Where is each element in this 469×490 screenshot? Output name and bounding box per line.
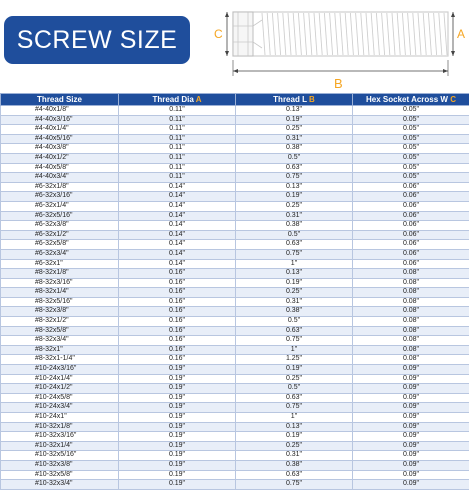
cell-hex-socket: 0.06" [353, 211, 469, 221]
cell-thread-size: #10-24x3/4" [1, 403, 119, 413]
cell-thread-l: 1" [236, 413, 353, 423]
cell-thread-size: #6-32x3/4" [1, 249, 119, 259]
table-row [1, 336, 469, 346]
cell-thread-dia: 0.14" [119, 192, 236, 202]
cell-thread-size: #10-32x1/8" [1, 422, 119, 432]
cell-thread-dia: 0.14" [119, 230, 236, 240]
label-c: C [214, 27, 223, 41]
cell-hex-socket: 0.05" [353, 153, 469, 163]
table-row [1, 106, 469, 116]
table-row [1, 441, 469, 451]
cell-thread-dia: 0.19" [119, 441, 236, 451]
cell-thread-l: 0.25" [236, 125, 353, 135]
table-row [1, 403, 469, 413]
table-row [1, 201, 469, 211]
cell-thread-size: #4-40x3/8" [1, 144, 119, 154]
table-row [1, 422, 469, 432]
table-row [1, 211, 469, 221]
cell-thread-dia: 0.14" [119, 249, 236, 259]
cell-hex-socket: 0.09" [353, 384, 469, 394]
cell-hex-socket: 0.08" [353, 326, 469, 336]
cell-hex-socket: 0.09" [353, 365, 469, 375]
cell-thread-dia: 0.16" [119, 307, 236, 317]
header-thread-dia: Thread Dia A [119, 94, 236, 106]
table-row [1, 173, 469, 183]
cell-thread-l: 0.19" [236, 278, 353, 288]
cell-thread-dia: 0.14" [119, 221, 236, 231]
cell-thread-size: #6-32x5/16" [1, 211, 119, 221]
cell-thread-dia: 0.14" [119, 240, 236, 250]
cell-thread-l: 1.25" [236, 355, 353, 365]
label-b: B [334, 76, 343, 91]
cell-thread-l: 0.63" [236, 470, 353, 480]
cell-thread-size: #10-32x3/4" [1, 480, 119, 490]
cell-thread-l: 0.75" [236, 403, 353, 413]
header-thread-size: Thread Size [1, 94, 119, 106]
table-row [1, 413, 469, 423]
cell-thread-dia: 0.16" [119, 297, 236, 307]
cell-thread-l: 0.5" [236, 384, 353, 394]
cell-hex-socket: 0.05" [353, 173, 469, 183]
cell-thread-dia: 0.14" [119, 259, 236, 269]
cell-hex-socket: 0.05" [353, 163, 469, 173]
cell-thread-dia: 0.19" [119, 480, 236, 490]
table-row [1, 249, 469, 259]
cell-thread-size: #4-40x3/4" [1, 173, 119, 183]
cell-thread-size: #8-32x3/8" [1, 307, 119, 317]
cell-thread-dia: 0.11" [119, 173, 236, 183]
cell-thread-l: 0.63" [236, 326, 353, 336]
cell-thread-l: 0.5" [236, 230, 353, 240]
cell-hex-socket: 0.06" [353, 249, 469, 259]
cell-hex-socket: 0.09" [353, 403, 469, 413]
cell-thread-l: 0.13" [236, 106, 353, 116]
table-row [1, 432, 469, 442]
cell-hex-socket: 0.06" [353, 192, 469, 202]
cell-hex-socket: 0.09" [353, 480, 469, 490]
cell-thread-size: #8-32x1" [1, 345, 119, 355]
cell-hex-socket: 0.09" [353, 451, 469, 461]
cell-thread-dia: 0.19" [119, 451, 236, 461]
cell-thread-size: #6-32x1/2" [1, 230, 119, 240]
table-row [1, 192, 469, 202]
cell-thread-dia: 0.14" [119, 182, 236, 192]
cell-thread-l: 0.5" [236, 153, 353, 163]
cell-hex-socket: 0.08" [353, 269, 469, 279]
cell-thread-l: 0.75" [236, 336, 353, 346]
cell-hex-socket: 0.09" [353, 470, 469, 480]
cell-thread-l: 0.25" [236, 201, 353, 211]
cell-thread-size: #8-32x1-1/4" [1, 355, 119, 365]
cell-thread-l: 0.19" [236, 365, 353, 375]
cell-thread-size: #4-40x1/2" [1, 153, 119, 163]
cell-thread-dia: 0.19" [119, 432, 236, 442]
cell-thread-dia: 0.11" [119, 163, 236, 173]
cell-hex-socket: 0.08" [353, 278, 469, 288]
cell-hex-socket: 0.09" [353, 432, 469, 442]
table-row [1, 307, 469, 317]
cell-hex-socket: 0.08" [353, 355, 469, 365]
cell-thread-l: 0.5" [236, 317, 353, 327]
cell-thread-dia: 0.16" [119, 269, 236, 279]
header-thread-l: Thread L B [236, 94, 353, 106]
cell-thread-dia: 0.11" [119, 106, 236, 116]
cell-thread-size: #10-24x1" [1, 413, 119, 423]
cell-thread-dia: 0.19" [119, 384, 236, 394]
cell-thread-dia: 0.11" [119, 153, 236, 163]
cell-thread-size: #6-32x3/16" [1, 192, 119, 202]
cell-thread-l: 0.38" [236, 460, 353, 470]
cell-thread-l: 0.25" [236, 374, 353, 384]
cell-thread-dia: 0.11" [119, 125, 236, 135]
table-row [1, 297, 469, 307]
cell-thread-l: 1" [236, 259, 353, 269]
cell-thread-l: 0.63" [236, 240, 353, 250]
cell-thread-l: 0.38" [236, 307, 353, 317]
cell-thread-dia: 0.14" [119, 201, 236, 211]
cell-thread-size: #10-24x1/2" [1, 384, 119, 394]
cell-thread-size: #8-32x1/4" [1, 288, 119, 298]
table-row [1, 451, 469, 461]
cell-thread-size: #10-32x3/8" [1, 460, 119, 470]
cell-thread-l: 0.31" [236, 451, 353, 461]
table-row [1, 221, 469, 231]
cell-hex-socket: 0.06" [353, 240, 469, 250]
cell-thread-size: #4-40x1/4" [1, 125, 119, 135]
table-row [1, 144, 469, 154]
cell-thread-l: 0.31" [236, 297, 353, 307]
cell-thread-l: 0.63" [236, 163, 353, 173]
cell-hex-socket: 0.05" [353, 125, 469, 135]
cell-thread-size: #6-32x5/8" [1, 240, 119, 250]
table-row [1, 355, 469, 365]
table-row [1, 230, 469, 240]
cell-hex-socket: 0.08" [353, 345, 469, 355]
table-row [1, 317, 469, 327]
table-row [1, 240, 469, 250]
cell-thread-l: 0.19" [236, 192, 353, 202]
table-row [1, 125, 469, 135]
cell-hex-socket: 0.05" [353, 115, 469, 125]
cell-thread-dia: 0.16" [119, 317, 236, 327]
cell-thread-dia: 0.16" [119, 355, 236, 365]
cell-thread-l: 0.38" [236, 221, 353, 231]
cell-thread-dia: 0.11" [119, 134, 236, 144]
cell-thread-size: #10-32x5/8" [1, 470, 119, 480]
cell-thread-dia: 0.11" [119, 115, 236, 125]
cell-hex-socket: 0.06" [353, 259, 469, 269]
cell-thread-l: 0.75" [236, 173, 353, 183]
cell-thread-dia: 0.14" [119, 211, 236, 221]
table-row [1, 269, 469, 279]
cell-hex-socket: 0.08" [353, 336, 469, 346]
cell-thread-size: #4-40x5/8" [1, 163, 119, 173]
cell-hex-socket: 0.09" [353, 460, 469, 470]
cell-thread-size: #4-40x5/16" [1, 134, 119, 144]
cell-thread-l: 0.31" [236, 134, 353, 144]
table-row [1, 115, 469, 125]
cell-thread-size: #10-24x1/4" [1, 374, 119, 384]
table-row [1, 259, 469, 269]
cell-thread-size: #8-32x1/8" [1, 269, 119, 279]
table-row [1, 384, 469, 394]
cell-hex-socket: 0.05" [353, 144, 469, 154]
cell-thread-size: #6-32x1" [1, 259, 119, 269]
cell-thread-size: #8-32x3/16" [1, 278, 119, 288]
header-hex-socket: Hex Socket Across W C [353, 94, 469, 106]
cell-thread-l: 0.13" [236, 269, 353, 279]
cell-thread-dia: 0.19" [119, 365, 236, 375]
cell-hex-socket: 0.09" [353, 393, 469, 403]
cell-thread-dia: 0.16" [119, 345, 236, 355]
cell-thread-dia: 0.19" [119, 422, 236, 432]
cell-thread-dia: 0.16" [119, 326, 236, 336]
cell-thread-l: 0.25" [236, 441, 353, 451]
cell-thread-l: 0.75" [236, 249, 353, 259]
screw-size-table [0, 93, 469, 490]
cell-thread-size: #4-40x3/16" [1, 115, 119, 125]
cell-hex-socket: 0.05" [353, 134, 469, 144]
cell-hex-socket: 0.09" [353, 374, 469, 384]
cell-thread-size: #10-32x1/4" [1, 441, 119, 451]
cell-thread-size: #10-32x5/16" [1, 451, 119, 461]
cell-thread-l: 0.19" [236, 432, 353, 442]
cell-hex-socket: 0.06" [353, 221, 469, 231]
cell-thread-dia: 0.19" [119, 460, 236, 470]
table-row [1, 278, 469, 288]
cell-hex-socket: 0.09" [353, 413, 469, 423]
table-row [1, 345, 469, 355]
cell-hex-socket: 0.08" [353, 317, 469, 327]
cell-thread-size: #6-32x1/4" [1, 201, 119, 211]
cell-thread-size: #4-40x1/8" [1, 106, 119, 116]
cell-thread-dia: 0.16" [119, 288, 236, 298]
table-row [1, 288, 469, 298]
cell-thread-size: #6-32x1/8" [1, 182, 119, 192]
table-row [1, 460, 469, 470]
cell-thread-dia: 0.16" [119, 278, 236, 288]
cell-thread-l: 0.13" [236, 182, 353, 192]
cell-hex-socket: 0.08" [353, 297, 469, 307]
cell-hex-socket: 0.08" [353, 307, 469, 317]
label-a: A [457, 27, 465, 41]
cell-thread-dia: 0.19" [119, 393, 236, 403]
cell-thread-size: #8-32x3/4" [1, 336, 119, 346]
cell-thread-l: 0.19" [236, 115, 353, 125]
cell-hex-socket: 0.06" [353, 201, 469, 211]
cell-hex-socket: 0.09" [353, 441, 469, 451]
cell-hex-socket: 0.05" [353, 106, 469, 116]
cell-thread-dia: 0.11" [119, 144, 236, 154]
cell-hex-socket: 0.08" [353, 288, 469, 298]
cell-thread-dia: 0.19" [119, 374, 236, 384]
cell-thread-size: #10-32x3/16" [1, 432, 119, 442]
cell-thread-dia: 0.19" [119, 413, 236, 423]
cell-thread-size: #10-24x5/8" [1, 393, 119, 403]
table-row [1, 374, 469, 384]
screw-diagram [200, 0, 469, 92]
cell-thread-size: #8-32x1/2" [1, 317, 119, 327]
set-screw-drawing [200, 0, 469, 92]
cell-thread-l: 1" [236, 345, 353, 355]
table-row [1, 163, 469, 173]
cell-thread-l: 0.31" [236, 211, 353, 221]
table-row [1, 326, 469, 336]
table-row [1, 153, 469, 163]
cell-hex-socket: 0.06" [353, 182, 469, 192]
cell-hex-socket: 0.06" [353, 230, 469, 240]
table-row [1, 182, 469, 192]
cell-hex-socket: 0.09" [353, 422, 469, 432]
table-row [1, 134, 469, 144]
table-row [1, 393, 469, 403]
cell-thread-dia: 0.19" [119, 403, 236, 413]
screw-size-banner [4, 16, 190, 64]
table-row [1, 470, 469, 480]
cell-thread-l: 0.75" [236, 480, 353, 490]
cell-thread-size: #10-24x3/16" [1, 365, 119, 375]
cell-thread-size: #8-32x5/16" [1, 297, 119, 307]
cell-thread-size: #6-32x3/8" [1, 221, 119, 231]
cell-thread-l: 0.38" [236, 144, 353, 154]
table-header-row [1, 94, 469, 106]
banner-title: SCREW SIZE [17, 26, 178, 55]
cell-thread-dia: 0.19" [119, 470, 236, 480]
cell-thread-l: 0.13" [236, 422, 353, 432]
table-row [1, 365, 469, 375]
cell-thread-size: #8-32x5/8" [1, 326, 119, 336]
cell-thread-l: 0.25" [236, 288, 353, 298]
cell-thread-dia: 0.16" [119, 336, 236, 346]
cell-thread-l: 0.63" [236, 393, 353, 403]
